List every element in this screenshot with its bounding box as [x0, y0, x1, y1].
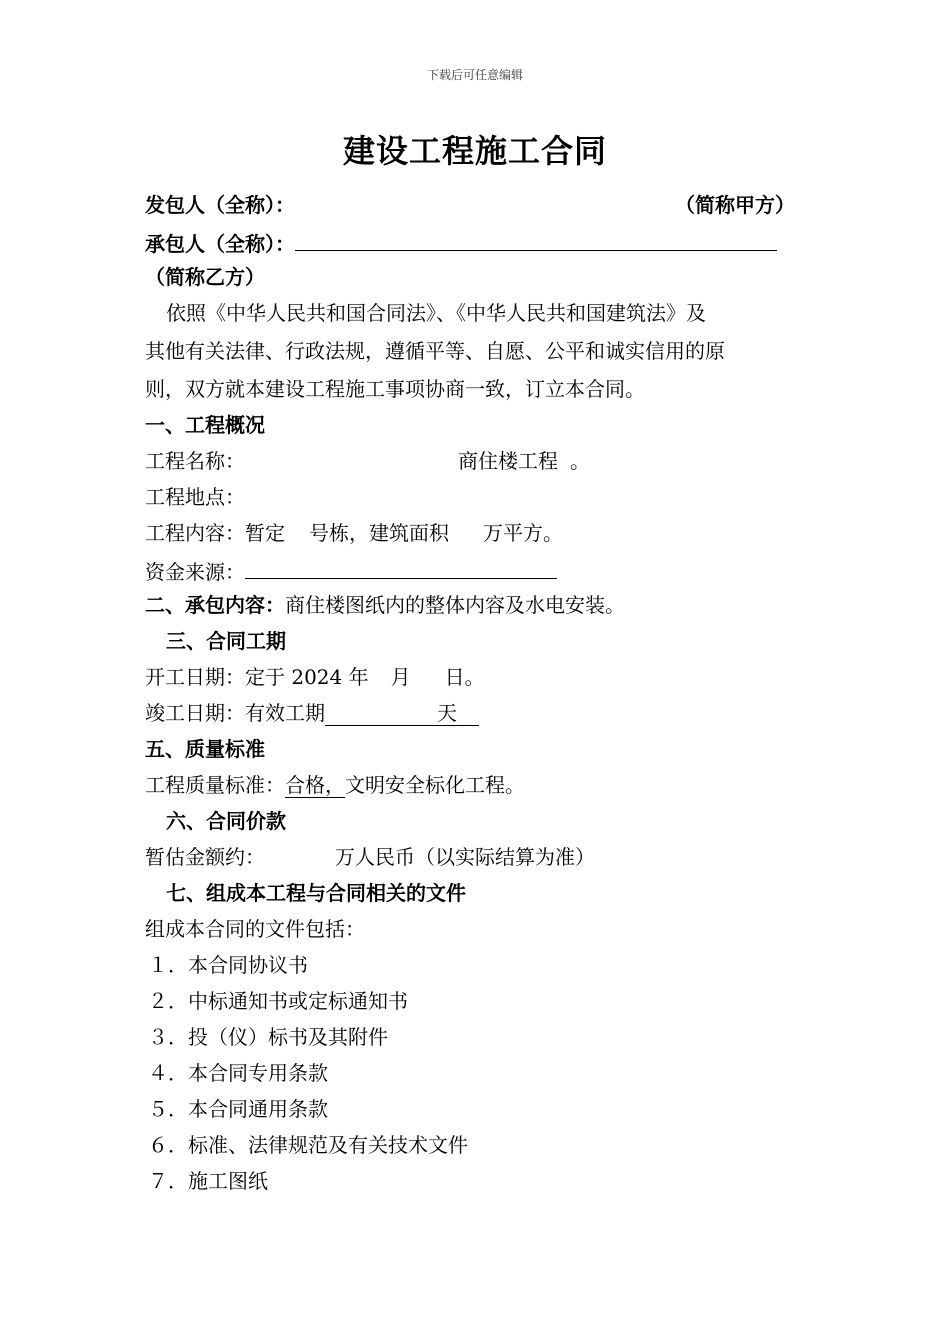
section-6-heading: 六、合同价款	[166, 809, 286, 833]
list-item: ５．本合同通用条款	[148, 1097, 328, 1121]
project-name-label: 工程名称：	[145, 449, 245, 473]
document-title: 建设工程施工合同	[342, 132, 607, 170]
contractor-line	[145, 228, 777, 257]
project-content-label: 工程内容：暂定	[145, 521, 285, 545]
list-item: １．本合同协议书	[148, 953, 308, 977]
start-date-day: 日。	[444, 665, 485, 689]
contractor-short: （简称乙方）	[145, 265, 265, 289]
preamble-line-1: 依照《中华人民共和国合同法》、《中华人民共和国建筑法》及	[166, 301, 706, 325]
end-date-unit: 天	[437, 701, 457, 725]
section-7-heading: 七、组成本工程与合同相关的文件	[166, 881, 466, 905]
list-item: ４．本合同专用条款	[148, 1061, 328, 1085]
project-location-label: 工程地点：	[145, 485, 245, 509]
header-note: 下载后可任意编辑	[426, 68, 523, 82]
project-content-line	[145, 520, 563, 546]
quality-underlined: 合格，	[285, 773, 345, 797]
funding-blank	[245, 556, 557, 579]
section-7-intro: 组成本合同的文件包括：	[145, 917, 365, 941]
end-date-line	[145, 700, 479, 726]
contractor-label: 承包人（全称）：	[145, 232, 295, 256]
contractor-blank	[295, 228, 777, 251]
end-date-label: 竣工日期：有效工期	[145, 701, 325, 725]
project-name-end: 。	[570, 449, 590, 473]
section-2-text: 商住楼图纸内的整体内容及水电安装。	[285, 593, 625, 617]
preamble-line-3: 则，双方就本建设工程施工事项协商一致，订立本合同。	[145, 377, 645, 401]
start-date-line	[145, 664, 485, 690]
funding-label: 资金来源：	[145, 560, 245, 584]
project-name-value: 商住楼工程	[458, 449, 558, 473]
section-3-heading: 三、合同工期	[166, 629, 286, 653]
quality-label: 工程质量标准：	[145, 773, 285, 797]
project-name-line	[145, 448, 245, 474]
employer-label: 发包人（全称）：	[145, 193, 295, 217]
project-content-mid: 号栋，建筑面积	[309, 521, 449, 545]
quality-line	[145, 772, 525, 798]
employer-line	[145, 192, 295, 218]
list-item: ３．投（仪）标书及其附件	[148, 1025, 388, 1049]
section-1-heading: 一、工程概况	[145, 413, 265, 437]
funding-line	[145, 556, 557, 585]
list-item: ７．施工图纸	[148, 1169, 268, 1193]
project-content-end: 万平方。	[483, 521, 563, 545]
quality-rest: 文明安全标化工程。	[345, 773, 525, 797]
price-label: 暂估金额约：	[145, 845, 265, 869]
end-date-blank	[325, 701, 479, 726]
price-rest: 万人民币（以实际结算为准）	[335, 845, 595, 869]
section-5-heading: 五、质量标准	[145, 737, 265, 761]
start-date-month: 月	[390, 665, 411, 689]
preamble-line-2: 其他有关法律、行政法规，遵循平等、自愿、公平和诚实信用的原	[145, 339, 725, 363]
employer-short: （简称甲方）	[675, 193, 795, 217]
section-2-heading: 二、承包内容：	[145, 593, 285, 617]
section-2-line	[145, 592, 625, 618]
price-line	[145, 844, 595, 870]
list-item: ６．标准、法律规范及有关技术文件	[148, 1133, 468, 1157]
list-item: ２．中标通知书或定标通知书	[148, 989, 408, 1013]
start-date-text: 开工日期：定于 2024 年	[145, 665, 369, 689]
project-name-value-line	[458, 448, 590, 474]
